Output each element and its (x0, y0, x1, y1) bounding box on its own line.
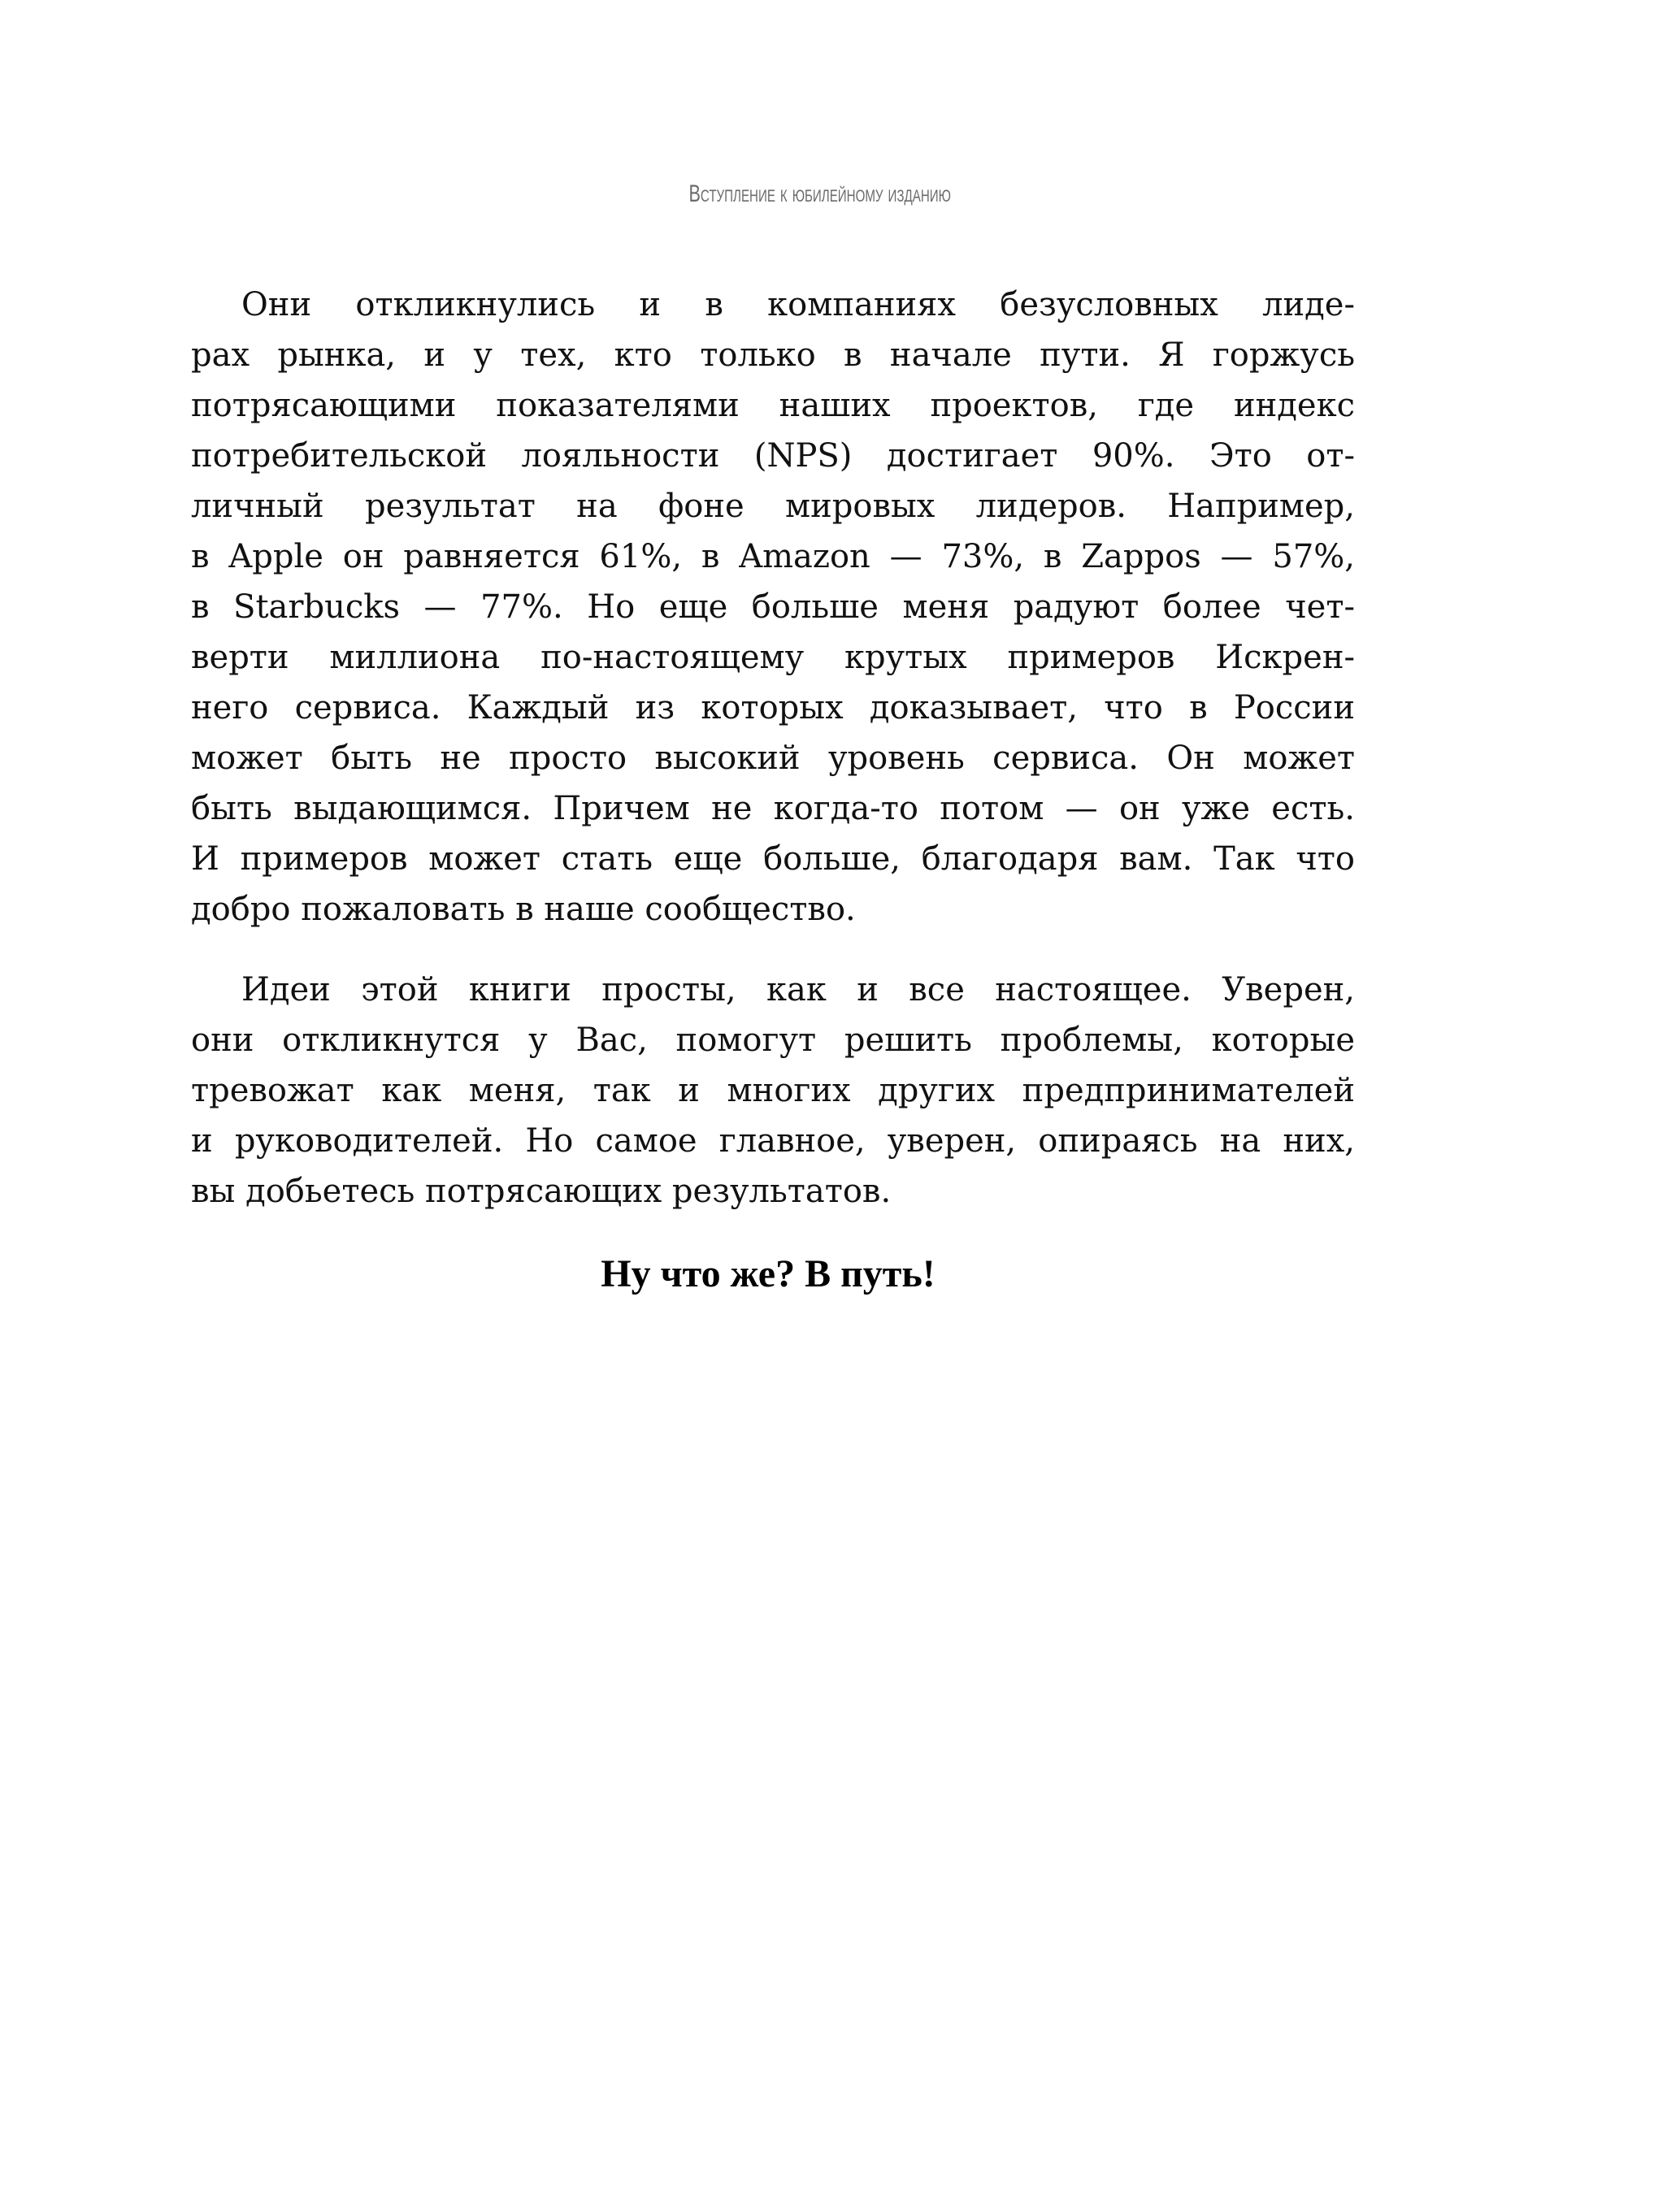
text-line: верти миллиона по-настоящему крутых примеров Искрен- (191, 639, 1355, 676)
text-line: потрясающими показателями наших проектов, где индекс (191, 387, 1355, 424)
text-line: в Apple он равняется 61%, в Amazon — 73%, в Zappos — 57%, (191, 538, 1355, 575)
text-line: Идеи этой книги просты, как и все настоящее. Уверен, (241, 971, 1355, 1009)
text-line: тревожат как меня, так и многих других предпринимателей (191, 1072, 1355, 1109)
text-line: И примеров может стать еще больше, благодаря вам. Так что (191, 840, 1355, 878)
text-line: личный результат на фоне мировых лидеров. Например, (191, 488, 1355, 525)
text-line: может быть не просто высокий уровень сервиса. Он может (191, 740, 1355, 777)
text-line: добро пожаловать в наше сообщество. (191, 891, 856, 928)
text-line: потребительской лояльности (NPS) достигает 90%. Это от- (191, 437, 1355, 475)
paragraph-1 (191, 280, 1355, 935)
text-line: быть выдающимся. Причем не когда-то потом — он уже есть. (191, 790, 1355, 827)
running-head: Вступление к юбилейному изданию (688, 180, 951, 207)
text-line: рах рынка, и у тех, кто только в начале пути. Я горжусь (191, 336, 1355, 374)
text-line: в Starbucks — 77%. Но еще больше меня радуют более чет- (191, 588, 1355, 626)
text-line: вы добьетесь потрясающих результатов. (191, 1173, 892, 1210)
text-line: и руководителей. Но самое главное, уверен, опираясь на них, (191, 1122, 1355, 1160)
text-line: они откликнутся у Вас, помогут решить проблемы, которые (191, 1022, 1355, 1059)
text-line: него сервиса. Каждый из которых доказывает, что в России (191, 689, 1355, 727)
closing-line: Ну что же? В путь! (601, 1252, 936, 1295)
paragraph-2 (191, 965, 1355, 1217)
text-line: Они откликнулись и в компаниях безусловных лиде- (241, 286, 1355, 323)
